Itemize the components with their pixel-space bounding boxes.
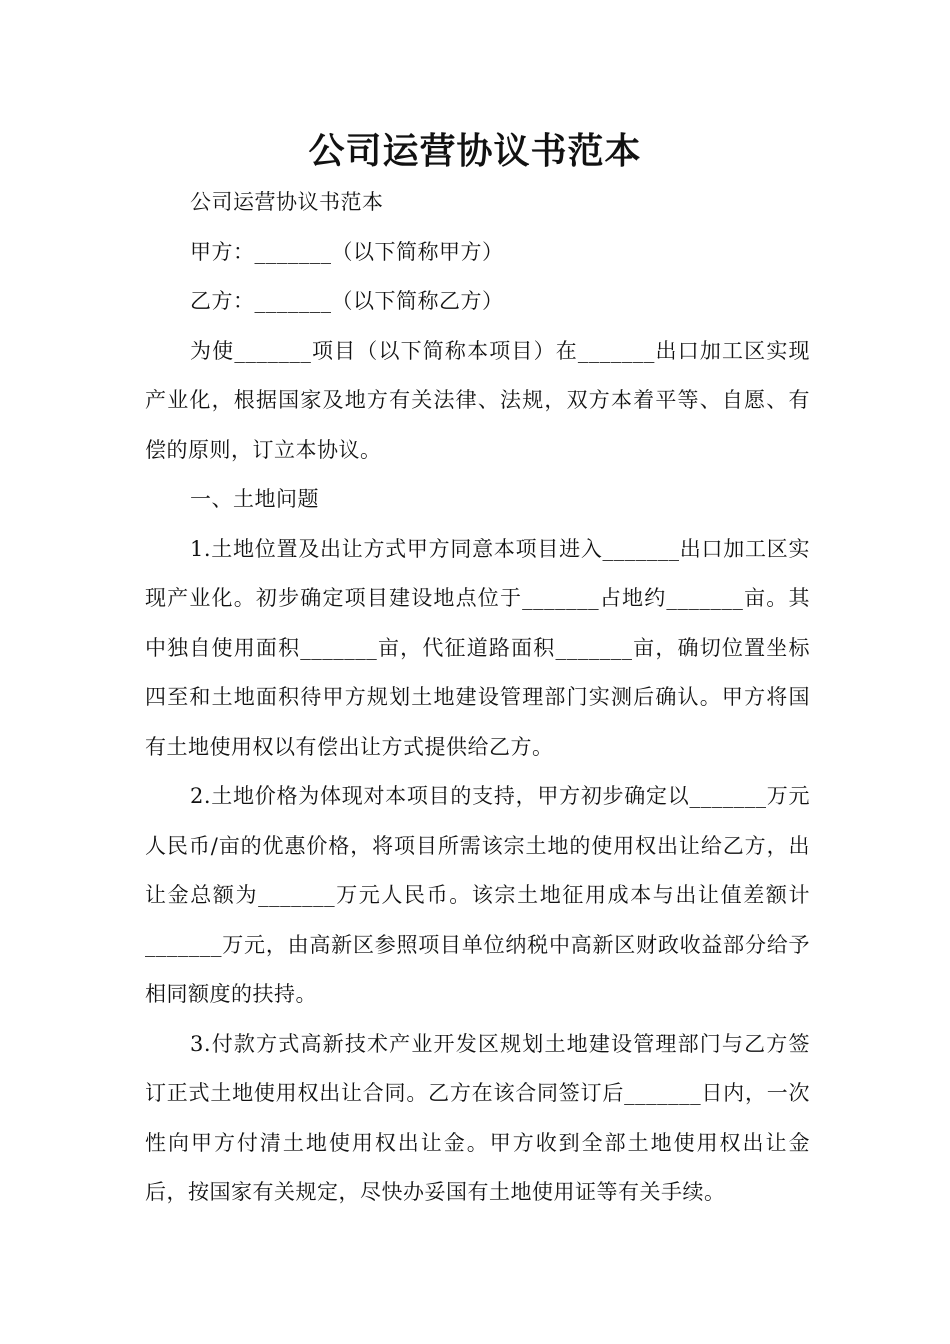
clause-3-paragraph: 3.付款方式高新技术产业开发区规划土地建设管理部门与乙方签订正式土地使用权出让合同。乙方在该合同签订后_______日内，一次性向甲方付清土地使用权出让金。甲方收到全部土地使用权出让金后，按国家有关规定，尽快办妥国有土地使用证等有关手续。 [145,1031,810,1204]
party-b-line: 乙方：_______（以下简称乙方） [190,289,504,313]
document-body [145,178,810,1218]
document-title: 公司运营协议书范本 [308,131,642,172]
subtitle-paragraph: 公司运营协议书范本 [190,190,384,214]
clause-2-paragraph: 2.土地价格为体现对本项目的支持，甲方初步确定以_______万元人民币/亩的优惠价格，将项目所需该宗土地的使用权出让给乙方，出让金总额为_______万元人民币。该宗土地征用成本与出让值差额计_______万元，由高新区参照项目单位纳税中高新区财政收益部分给予相同额度的扶持。 [145,784,810,1006]
party-a-line: 甲方：_______（以下简称甲方） [190,239,504,264]
clause-1-paragraph: 1.土地位置及出让方式甲方同意本项目进入_______出口加工区实现产业化。初步确定项目建设地点位于_______占地约_______亩。其中独自使用面积_______亩，代征道路面积_______亩，确切位置坐标四至和土地面积待甲方规划土地建设管理部门实测后确认。甲方将国有土地使用权以有偿出让方式提供给乙方。 [145,536,810,759]
section-heading-land: 一、土地问题 [190,487,319,511]
preamble-paragraph: 为使_______项目（以下简称本项目）在_______出口加工区实现产业化，根据国家及地方有关法律、法规，双方本着平等、自愿、有偿的原则，订立本协议。 [145,338,810,462]
